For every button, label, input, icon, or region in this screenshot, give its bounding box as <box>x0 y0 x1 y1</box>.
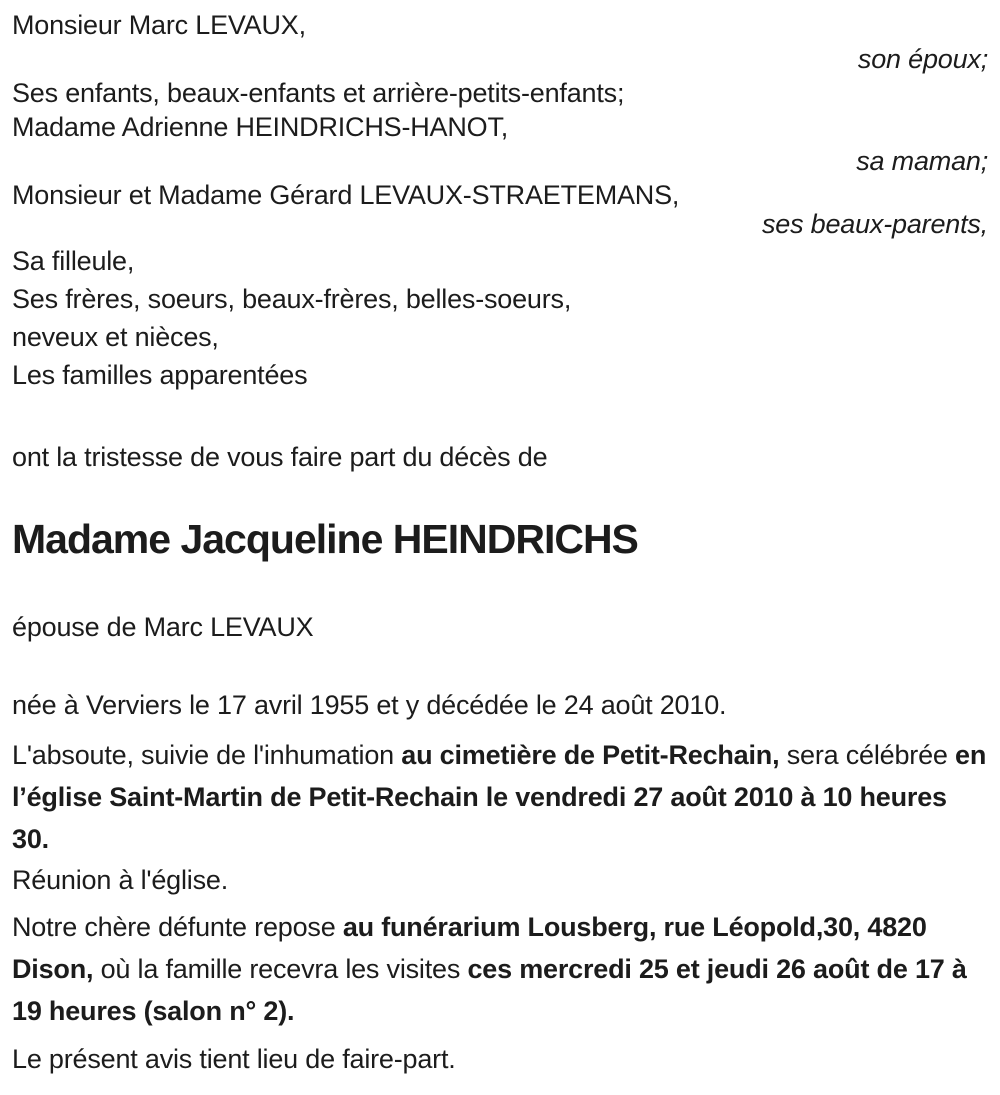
visitation-segment-bold: au funérarium Lousberg, rue Léopold,30, 4820 Dison, <box>12 912 927 984</box>
visitation-segment: où la famille recevra les visites <box>100 954 468 984</box>
family-line: Madame Adrienne HEINDRICHS-HANOT, <box>12 112 509 142</box>
visitation-segment: Notre chère défunte repose <box>12 912 343 942</box>
visitation-segment-bold: ces mercredi 25 et jeudi 26 août de 17 à 19 heures (salon n° 2). <box>12 954 967 1026</box>
intro-line: ont la tristesse de vous faire part du décès de <box>12 442 548 472</box>
family-line: Les familles apparentées <box>12 360 308 390</box>
family-line: Ses frères, soeurs, beaux-frères, belles-soeurs, <box>12 284 572 314</box>
relation-label: sa maman; <box>856 146 988 176</box>
spouse-line: épouse de Marc LEVAUX <box>12 612 314 642</box>
relation-label: ses beaux-parents, <box>761 209 988 239</box>
family-line: Ses enfants, beaux-enfants et arrière-petits-enfants; <box>12 78 625 108</box>
ceremony-segment: L'absoute, suivie de l'inhumation <box>12 740 402 770</box>
ceremony-segment-bold: au cimetière de Petit-Rechain, <box>401 740 787 770</box>
ceremony-segment-bold: en l’église Saint-Martin de Petit-Rechain le vendredi 27 août 2010 à 10 heures 30. <box>12 740 987 854</box>
family-line: Sa filleule, <box>12 246 135 276</box>
family-line: neveux et nièces, <box>12 322 219 352</box>
deceased-name: Madame Jacqueline HEINDRICHS <box>12 516 638 562</box>
relation-label: son époux; <box>857 44 988 74</box>
birth-death-line: née à Verviers le 17 avril 1955 et y décédée le 24 août 2010. <box>12 690 727 720</box>
meeting-line: Réunion à l'église. <box>12 865 228 895</box>
closing-line: Le présent avis tient lieu de faire-part. <box>12 1044 456 1074</box>
family-line: Monsieur Marc LEVAUX, <box>12 10 306 40</box>
visitation-paragraph <box>12 906 988 1032</box>
ceremony-paragraph <box>12 734 988 860</box>
family-line: Monsieur et Madame Gérard LEVAUX-STRAETEMANS, <box>12 180 680 210</box>
ceremony-segment: sera célébrée <box>786 740 955 770</box>
